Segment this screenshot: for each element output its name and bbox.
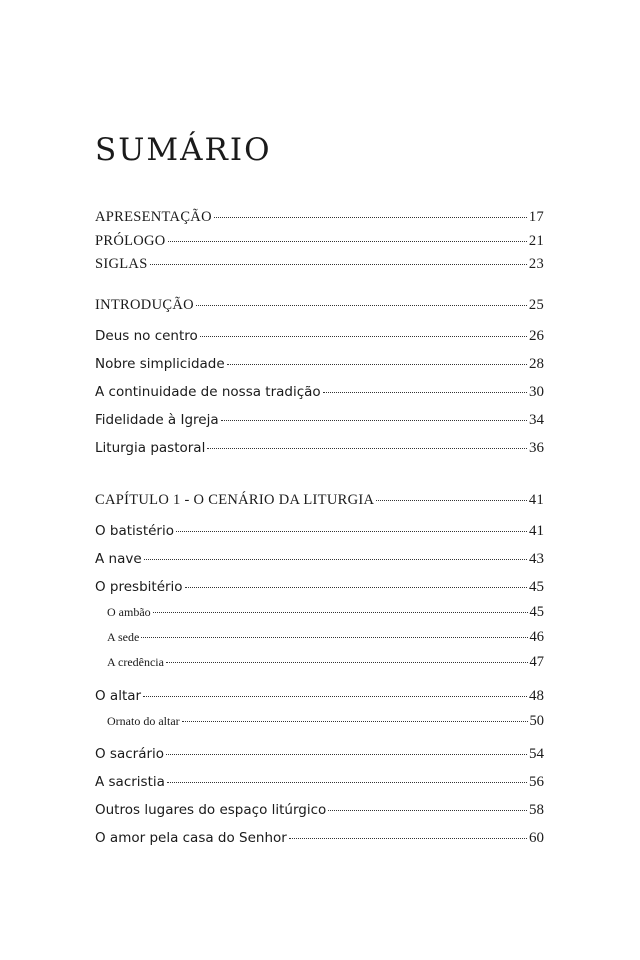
dot-leader: [289, 838, 527, 839]
dot-leader: [166, 754, 527, 755]
toc-entry-page: 17: [528, 209, 544, 225]
toc-entry-outros-lugares[interactable]: [95, 802, 544, 819]
toc-entry-page: 23: [528, 256, 544, 272]
toc-entry-amor-casa-senhor[interactable]: [95, 830, 544, 847]
toc-entry-label: APRESENTAÇÃO: [95, 209, 212, 225]
toc-entry-sacristia[interactable]: [95, 774, 544, 791]
toc-entry-page: 48: [529, 688, 544, 704]
toc-entry-page: 28: [529, 356, 544, 372]
toc-entry-label: Nobre simplicidade: [95, 356, 225, 372]
toc-entry-label: Outros lugares do espaço litúrgico: [95, 802, 327, 818]
dot-leader: [176, 531, 527, 532]
toc-entry-page: 26: [529, 328, 544, 344]
dot-leader: [143, 696, 527, 697]
toc-entry-page: 21: [528, 233, 544, 249]
dot-leader: [168, 241, 527, 242]
toc-entry-label: Ornato do altar: [107, 714, 180, 728]
toc-entry-nave[interactable]: [95, 551, 544, 568]
toc-entry-label: O amor pela casa do Senhor: [95, 830, 287, 846]
toc-entry-page: 56: [529, 774, 544, 790]
toc-entry-label: O sacrário: [95, 746, 165, 762]
toc-entry-page: 45: [529, 604, 544, 620]
dot-leader: [227, 364, 527, 365]
toc-entry-continuidade[interactable]: [95, 384, 544, 401]
toc-entry-label: O ambão: [107, 605, 151, 619]
toc-subentry-credencia[interactable]: [107, 654, 544, 671]
dot-leader: [182, 721, 528, 722]
toc-entry-presbiterio[interactable]: [95, 579, 544, 596]
toc-entry-label: Deus no centro: [95, 328, 198, 344]
toc-subentry-sede[interactable]: [107, 629, 544, 646]
dot-leader: [166, 662, 528, 663]
toc-entry-nobre-simplicidade[interactable]: [95, 356, 544, 373]
dot-leader: [185, 587, 527, 588]
toc-entry-page: 58: [529, 802, 544, 818]
toc-entry-sacrario[interactable]: [95, 746, 544, 763]
toc-entry-capitulo-1[interactable]: [95, 492, 544, 509]
toc-entry-altar[interactable]: [95, 688, 544, 705]
toc-entry-page: 50: [529, 713, 544, 729]
dot-leader: [221, 420, 527, 421]
toc-subentry-ambao[interactable]: [107, 604, 544, 621]
toc-entry-page: 34: [529, 412, 544, 428]
toc-entry-label: A sacristia: [95, 774, 165, 790]
dot-leader: [328, 810, 527, 811]
page-title: SUMÁRIO: [95, 132, 272, 168]
dot-leader: [323, 392, 527, 393]
toc-entry-page: 36: [529, 440, 544, 456]
toc-entry-liturgia-pastoral[interactable]: [95, 440, 544, 457]
toc-entry-label: A sede: [107, 630, 140, 644]
toc-entry-fidelidade[interactable]: [95, 412, 544, 429]
toc-entry-page: 25: [528, 297, 544, 313]
toc-entry-label: CAPÍTULO 1 - O CENÁRIO DA LITURGIA: [95, 492, 375, 508]
dot-leader: [141, 637, 527, 638]
toc-entry-page: 30: [529, 384, 544, 400]
toc-entry-siglas[interactable]: [95, 256, 544, 273]
dot-leader: [207, 448, 527, 449]
toc-entry-batisterio[interactable]: [95, 523, 544, 540]
dot-leader: [167, 782, 527, 783]
dot-leader: [214, 217, 527, 218]
toc-entry-prologo[interactable]: [95, 233, 544, 250]
dot-leader: [153, 612, 528, 613]
dot-leader: [376, 500, 527, 501]
toc-entry-label: Fidelidade à Igreja: [95, 412, 219, 428]
toc-entry-page: 43: [529, 551, 544, 567]
toc-entry-label: A continuidade de nossa tradição: [95, 384, 321, 400]
toc-entry-label: INTRODUÇÃO: [95, 297, 194, 313]
toc-subentry-ornato-do-altar[interactable]: [107, 713, 544, 730]
toc-entry-label: SIGLAS: [95, 256, 148, 272]
toc-entry-page: 41: [528, 492, 544, 508]
toc-entry-deus-no-centro[interactable]: [95, 328, 544, 345]
toc-entry-page: 60: [529, 830, 544, 846]
toc-entry-label: A credência: [107, 655, 164, 669]
toc-entry-label: PRÓLOGO: [95, 233, 166, 249]
toc-entry-apresentacao[interactable]: [95, 209, 544, 226]
toc-entry-page: 45: [529, 579, 544, 595]
toc-entry-page: 46: [529, 629, 544, 645]
toc-entry-label: A nave: [95, 551, 142, 567]
toc-entry-label: O batistério: [95, 523, 174, 539]
toc-entry-label: O altar: [95, 688, 142, 704]
toc-entry-introducao[interactable]: [95, 297, 544, 314]
dot-leader: [196, 305, 527, 306]
dot-leader: [150, 264, 527, 265]
toc-entry-label: Liturgia pastoral: [95, 440, 206, 456]
toc-entry-label: O presbitério: [95, 579, 183, 595]
dot-leader: [144, 559, 527, 560]
toc-entry-page: 41: [529, 523, 544, 539]
toc-entry-page: 47: [529, 654, 544, 670]
dot-leader: [200, 336, 527, 337]
toc-entry-page: 54: [529, 746, 544, 762]
